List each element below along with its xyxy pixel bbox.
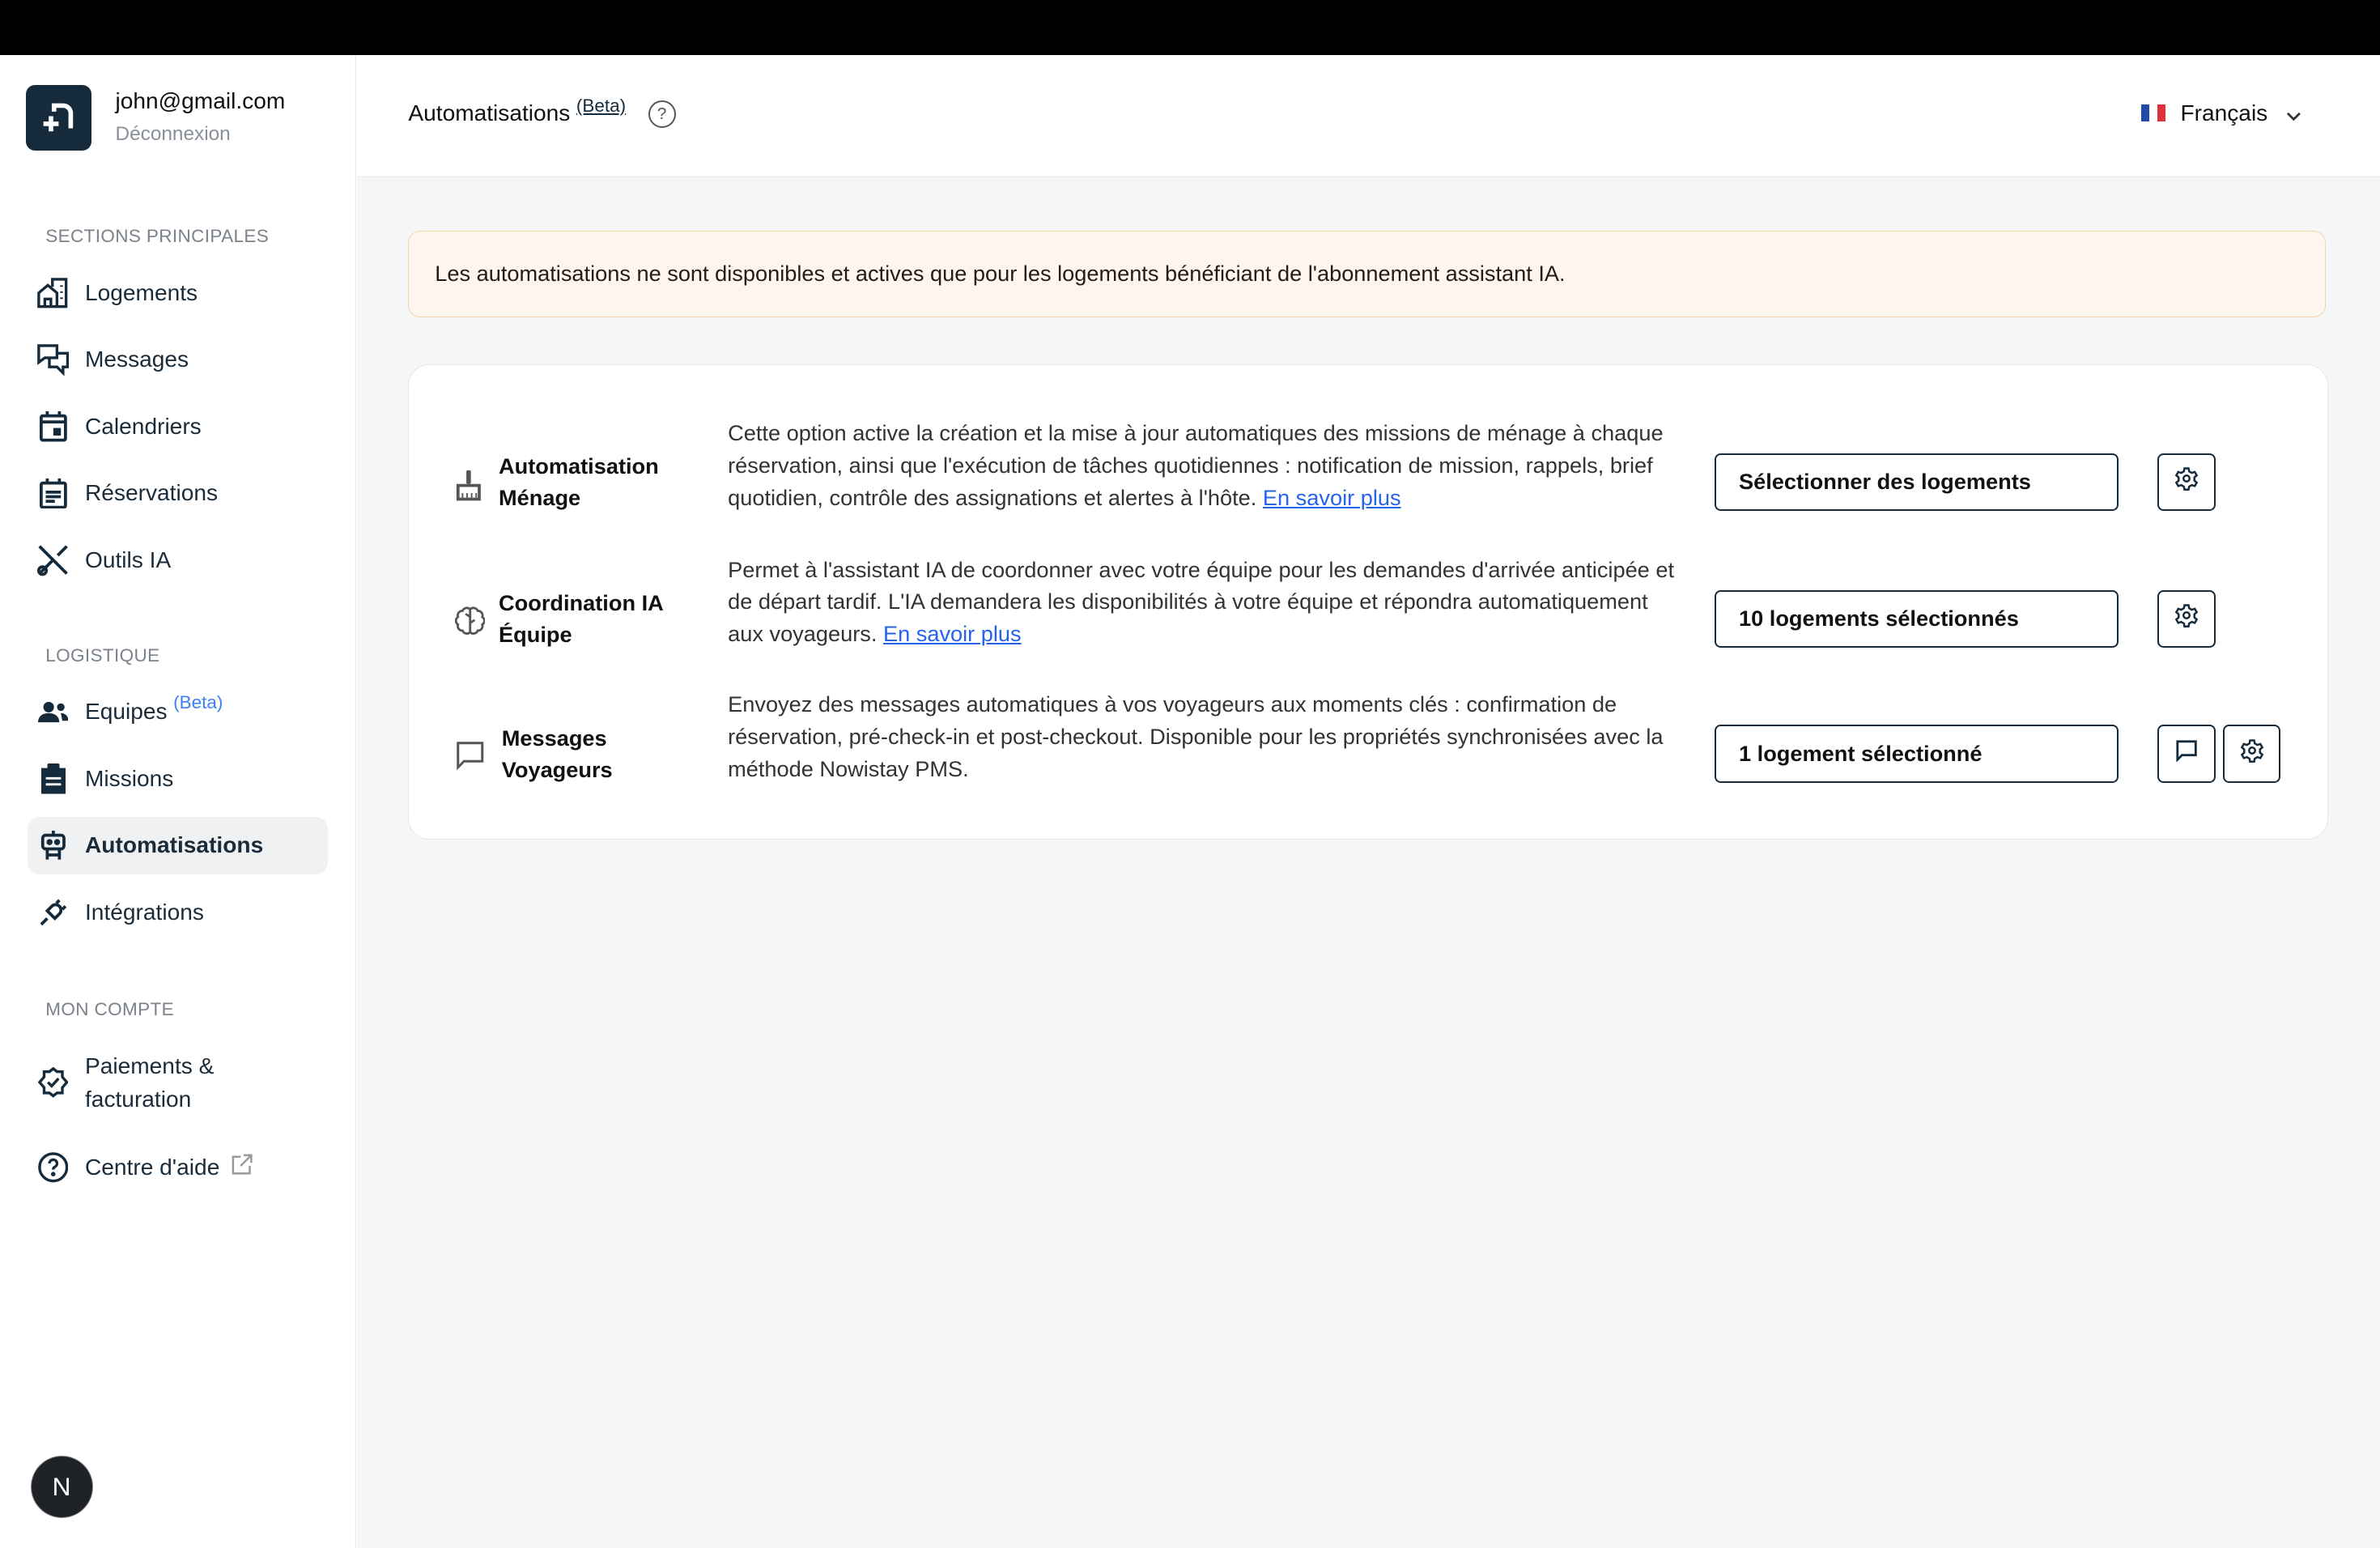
sidebar-item-missions[interactable] [28, 750, 328, 807]
nav-label: Logements [85, 279, 198, 305]
sidebar-item-reservations[interactable] [28, 465, 328, 522]
automation-row-messages [409, 688, 2327, 825]
sidebar-item-integrations[interactable] [28, 883, 328, 941]
nav-label: Equipes [85, 699, 168, 725]
learn-more-link[interactable]: En savoir plus [1262, 484, 1401, 510]
help-icon[interactable]: ? [648, 100, 676, 128]
learn-more-link[interactable]: En savoir plus [882, 621, 1022, 647]
app-logo[interactable] [26, 85, 91, 151]
automation-name: Coordination IA Équipe [499, 589, 663, 648]
building-icon [36, 276, 70, 309]
section-label-main: SECTIONS PRINCIPALES [45, 226, 270, 247]
help-circle-icon [36, 1150, 70, 1184]
sidebar-item-messages[interactable] [28, 331, 328, 389]
automation-description [728, 417, 1684, 514]
select-properties-button[interactable]: 1 logement sélectionné [1715, 725, 2119, 782]
sidebar-item-centre-aide[interactable] [28, 1138, 328, 1196]
sidebar-item-calendriers[interactable] [28, 398, 328, 455]
nav-label: Outils IA [85, 546, 172, 572]
broom-icon [455, 469, 488, 502]
team-icon [36, 695, 70, 729]
gear-icon [2174, 603, 2199, 634]
nav-label: Calendriers [85, 413, 202, 439]
beta-badge: (Beta) [173, 692, 223, 713]
automation-description: Envoyez des messages automatiques à vos voyageurs aux moments clés : confirmation de réservation, pré-check-in et post-checkout. Disponible pour les propriétés synchronisées avec la méthode Nowistay PMS. [728, 691, 1664, 782]
nav-label: Missions [85, 765, 174, 791]
brain-icon [455, 605, 488, 638]
subscription-alert: Les automatisations ne sont disponibles et actives que pour les logements bénéficiant de l'abonnement assistant IA. [408, 231, 2325, 317]
language-selector[interactable] [2141, 100, 2301, 126]
select-properties-button[interactable]: 10 logements sélectionnés [1715, 590, 2119, 648]
nav-label: Centre d'aide [85, 1154, 220, 1180]
french-flag-icon [2141, 104, 2165, 121]
gear-icon [2174, 466, 2199, 497]
nav-label: Réservations [85, 480, 219, 506]
page-title-text: Automatisations [408, 100, 571, 125]
clipboard-icon [36, 762, 70, 795]
settings-button[interactable] [2157, 590, 2215, 648]
reservation-list-icon [36, 477, 70, 510]
window-top-bar [0, 0, 2380, 55]
message-templates-button[interactable] [2157, 725, 2215, 782]
automation-name: Messages Voyageurs [501, 725, 613, 782]
page-header [357, 55, 2380, 177]
automation-description [728, 554, 1684, 651]
avatar[interactable]: N [31, 1456, 93, 1518]
sidebar-item-automatisations[interactable] [28, 817, 328, 874]
sidebar [0, 55, 356, 1548]
section-label-account: MON COMPTE [45, 998, 174, 1019]
sidebar-item-paiements[interactable] [28, 1044, 328, 1121]
automation-name: Automatisation Ménage [499, 453, 659, 511]
nav-label: Automatisations [85, 832, 264, 858]
nav-label: Intégrations [85, 899, 204, 925]
gear-icon [2240, 738, 2264, 769]
calendar-icon [36, 410, 70, 443]
beta-link[interactable]: (Beta) [576, 95, 627, 116]
settings-button[interactable] [2157, 453, 2215, 511]
chat-bubble-icon [2175, 739, 2198, 768]
robot-icon [36, 829, 70, 862]
settings-button[interactable] [2223, 725, 2280, 782]
sidebar-item-equipes[interactable] [28, 683, 328, 741]
tools-icon [36, 543, 70, 576]
logout-link[interactable]: Déconnexion [115, 122, 231, 145]
sidebar-item-outils-ia[interactable] [28, 531, 328, 589]
nav-label: Paiements & facturation [85, 1053, 215, 1112]
description-text: Permet à l'assistant IA de coordonner avec votre équipe pour les demandes d'arrivée anticipée et de départ tardif. L'IA demandera les disponibilités à votre équipe et répondra automatiquement aux voyageurs. [728, 556, 1675, 647]
main-content [357, 177, 2380, 1548]
external-link-icon [232, 1154, 253, 1180]
plug-icon [36, 895, 70, 929]
section-label-logistics: LOGISTIQUE [45, 644, 160, 666]
chat-bubble-icon [455, 740, 488, 773]
user-email: john@gmail.com [115, 87, 286, 113]
page-title [408, 95, 627, 126]
chat-bubbles-icon [36, 343, 70, 376]
language-label: Français [2180, 100, 2268, 125]
automation-row-menage [409, 417, 2327, 554]
automation-row-coordination [409, 554, 2327, 691]
nav-label: Messages [85, 347, 189, 372]
select-properties-button[interactable]: Sélectionner des logements [1715, 453, 2119, 511]
verified-badge-icon [36, 1065, 70, 1099]
chevron-down-icon [2286, 100, 2301, 126]
description-text: Cette option active la création et la mise à jour automatiques des missions de ménage à chaque réservation, ainsi que l'exécution de tâches quotidiennes : notification de mission, rappels, brief quotidien, contrôle des assignations et alertes à l'hôte. [728, 419, 1664, 510]
sidebar-item-logements[interactable] [28, 264, 328, 321]
automations-card [408, 364, 2328, 840]
